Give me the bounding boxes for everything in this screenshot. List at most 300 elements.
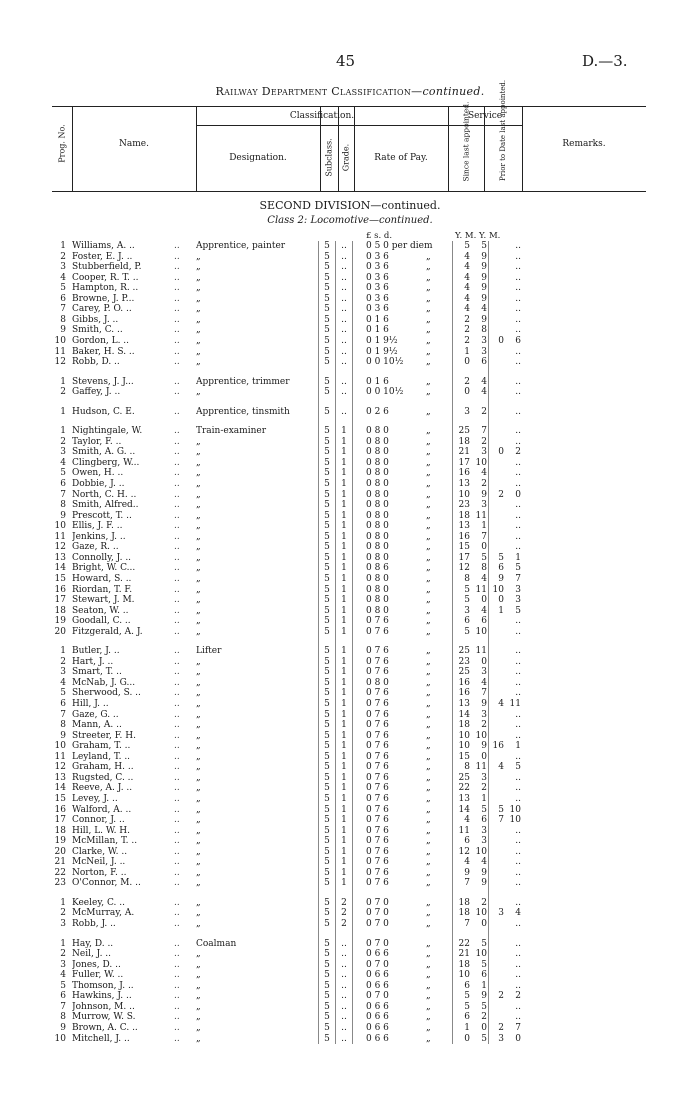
since-years: 4 xyxy=(464,293,470,304)
leader-dots: .. xyxy=(174,867,180,878)
rate-of-pay: 0 6 6 xyxy=(366,1001,389,1012)
leader-dots: .. xyxy=(174,970,180,981)
rate-of-pay: 0 7 6 xyxy=(366,804,389,815)
header-classification: Classification. xyxy=(289,111,355,121)
leader-dots: .. xyxy=(174,938,180,949)
rate-of-pay: 0 3 6 xyxy=(366,283,389,294)
document-code: D.—3. xyxy=(582,52,628,70)
prog-no: 4 xyxy=(60,457,66,468)
leader-dots: .. xyxy=(174,908,180,919)
table-row xyxy=(0,606,700,617)
prior-months: .. xyxy=(515,510,521,521)
prog-no: 2 xyxy=(60,251,66,262)
designation: „ xyxy=(196,1012,201,1023)
prog-no: 18 xyxy=(54,825,66,836)
name: Hampton, R. .. xyxy=(72,283,139,294)
since-years: 23 xyxy=(458,656,470,667)
leader-dots: .. xyxy=(174,1033,180,1044)
leader-dots: .. xyxy=(174,878,180,889)
grade: 1 xyxy=(341,626,347,637)
rate-ditto: „ xyxy=(426,959,431,970)
grade: 1 xyxy=(341,479,347,489)
subclass: 5 xyxy=(324,468,330,479)
since-years: 4 xyxy=(464,815,470,826)
name: Seaton, W. .. xyxy=(72,605,129,616)
since-years: 10 xyxy=(458,741,470,752)
grade: .. xyxy=(341,959,347,970)
subclass: 5 xyxy=(324,272,330,283)
since-years: 16 xyxy=(458,688,470,699)
designation: Apprentice, painter xyxy=(196,241,286,251)
since-months: 3 xyxy=(481,346,487,357)
since-months: 5 xyxy=(481,241,487,251)
leader-dots: .. xyxy=(174,573,180,584)
table-row xyxy=(0,294,700,305)
designation: Apprentice, tinsmith xyxy=(196,406,290,417)
prior-years: 2 xyxy=(498,489,504,500)
since-months: 8 xyxy=(481,563,487,574)
since-months: 10 xyxy=(475,730,487,741)
since-years: 6 xyxy=(464,1012,470,1023)
since-years: 7 xyxy=(464,919,470,929)
rate-of-pay: 0 7 0 xyxy=(366,897,389,908)
subclass: 5 xyxy=(324,436,330,447)
table-row xyxy=(0,563,700,574)
designation: „ xyxy=(196,335,201,346)
rate-of-pay: 0 7 6 xyxy=(366,741,389,752)
designation: „ xyxy=(196,531,201,542)
prior-months: .. xyxy=(515,897,521,908)
prog-no: 3 xyxy=(60,919,66,929)
subclass: 5 xyxy=(324,699,330,709)
prior-months: .. xyxy=(515,1001,521,1012)
prog-no: 21 xyxy=(54,857,66,868)
since-months: 9 xyxy=(481,251,487,262)
rate-ditto: „ xyxy=(426,605,431,616)
header-name: Name. xyxy=(119,139,149,149)
designation: „ xyxy=(196,510,201,521)
name: Leyland, T. .. xyxy=(72,751,131,762)
since-years: 25 xyxy=(458,667,470,678)
prog-no: 18 xyxy=(54,605,66,616)
rate-ditto: „ xyxy=(426,387,431,398)
since-years: 12 xyxy=(458,563,470,574)
subclass: 5 xyxy=(324,563,330,574)
since-years: 8 xyxy=(464,573,470,584)
prog-no: 13 xyxy=(54,552,66,563)
leader-dots: .. xyxy=(174,304,180,315)
since-months: 9 xyxy=(481,699,487,709)
leader-dots: .. xyxy=(174,357,180,368)
leader-dots: .. xyxy=(174,1001,180,1012)
prog-no: 11 xyxy=(54,751,66,762)
name: O'Connor, M. .. xyxy=(72,878,141,889)
subclass: 5 xyxy=(324,325,330,336)
since-years: 6 xyxy=(464,980,470,991)
prior-years: 5 xyxy=(498,552,504,563)
name: Cooper, R. T. .. xyxy=(72,272,139,283)
prog-no: 14 xyxy=(54,563,66,574)
since-months: 3 xyxy=(481,667,487,678)
subclass: 5 xyxy=(324,241,330,251)
rate-ditto: „ xyxy=(426,720,431,731)
rate-ditto: „ xyxy=(426,741,431,752)
grade: .. xyxy=(341,304,347,315)
prior-months: .. xyxy=(515,500,521,511)
header-remarks: Remarks. xyxy=(562,139,606,149)
name: Jenkins, J. .. xyxy=(72,531,126,542)
name: Neil, J. .. xyxy=(72,949,112,960)
rate-of-pay: 0 7 6 xyxy=(366,825,389,836)
leader-dots: .. xyxy=(174,325,180,336)
grade: .. xyxy=(341,346,347,357)
prog-no: 14 xyxy=(54,783,66,794)
name: Fitzgerald, A. J. xyxy=(72,626,143,637)
since-months: 11 xyxy=(475,762,487,773)
grade: 1 xyxy=(341,573,347,584)
prog-no: 9 xyxy=(60,510,66,521)
prior-years: 10 xyxy=(492,584,504,595)
name: Bright, W. C... xyxy=(72,563,136,574)
prior-months: .. xyxy=(515,314,521,325)
rate-of-pay: 0 8 0 xyxy=(366,677,389,688)
name: Graham, T. .. xyxy=(72,741,131,752)
rate-of-pay: 0 1 6 xyxy=(366,325,389,336)
prog-no: 12 xyxy=(54,357,66,368)
since-years: 4 xyxy=(464,304,470,315)
prog-no: 7 xyxy=(60,1001,66,1012)
leader-dots: .. xyxy=(174,468,180,479)
since-years: 2 xyxy=(464,314,470,325)
rate-ditto: „ xyxy=(426,542,431,553)
designation: „ xyxy=(196,867,201,878)
designation: „ xyxy=(196,1001,201,1012)
prog-no: 3 xyxy=(60,667,66,678)
rate-of-pay: 0 8 0 xyxy=(366,510,389,521)
since-months: 6 xyxy=(481,357,487,368)
rate-ditto: „ xyxy=(426,804,431,815)
rate-ditto: „ xyxy=(426,730,431,741)
prior-months: 0 xyxy=(515,1033,521,1044)
subclass: 5 xyxy=(324,970,330,981)
prog-no: 5 xyxy=(60,468,66,479)
since-years: 22 xyxy=(458,938,470,949)
rate-ditto: „ xyxy=(426,709,431,720)
rate-of-pay: 0 8 0 xyxy=(366,521,389,532)
rate-of-pay: 0 8 0 xyxy=(366,552,389,563)
prior-months: 7 xyxy=(515,573,521,584)
designation: „ xyxy=(196,846,201,857)
designation: Train-examiner xyxy=(196,426,266,437)
since-years: 6 xyxy=(464,836,470,847)
designation: „ xyxy=(196,980,201,991)
name: Fuller, W. .. xyxy=(72,970,124,981)
since-years: 17 xyxy=(458,457,470,468)
since-months: 9 xyxy=(481,314,487,325)
prior-months: 5 xyxy=(515,762,521,773)
rate-of-pay: 0 7 6 xyxy=(366,656,389,667)
since-months: 5 xyxy=(481,804,487,815)
rate-of-pay: 0 6 6 xyxy=(366,980,389,991)
subclass: 5 xyxy=(324,387,330,398)
grade: .. xyxy=(341,376,347,387)
prog-no: 5 xyxy=(60,688,66,699)
since-years: 3 xyxy=(464,605,470,616)
rate-of-pay: 0 8 0 xyxy=(366,573,389,584)
grade: .. xyxy=(341,406,347,417)
table-row xyxy=(0,1023,700,1034)
since-months: 0 xyxy=(481,595,487,606)
subclass: 5 xyxy=(324,1012,330,1023)
prior-years: 4 xyxy=(498,699,504,709)
column-rule xyxy=(488,241,489,1044)
table-row xyxy=(0,437,700,448)
subclass: 5 xyxy=(324,616,330,627)
leader-dots: .. xyxy=(174,677,180,688)
subclass: 5 xyxy=(324,595,330,606)
since-years: 15 xyxy=(458,751,470,762)
header-grade: Grade. xyxy=(341,143,351,172)
table-row xyxy=(0,521,700,532)
prog-no: 8 xyxy=(60,720,66,731)
designation: „ xyxy=(196,688,201,699)
leader-dots: .. xyxy=(174,804,180,815)
prior-months: .. xyxy=(515,959,521,970)
prior-months: .. xyxy=(515,426,521,437)
table-row xyxy=(0,836,700,847)
prog-no: 1 xyxy=(60,897,66,908)
since-months: 9 xyxy=(481,262,487,273)
name: Hart, J. .. xyxy=(72,656,114,667)
leader-dots: .. xyxy=(174,272,180,283)
subclass: 5 xyxy=(324,500,330,511)
rate-of-pay: 0 7 6 xyxy=(366,646,389,657)
grade: 1 xyxy=(341,867,347,878)
prog-no: 1 xyxy=(60,376,66,387)
since-months: 4 xyxy=(481,677,487,688)
name: Owen, H. .. xyxy=(72,468,124,479)
leader-dots: .. xyxy=(174,919,180,929)
subclass: 5 xyxy=(324,991,330,1002)
table-row xyxy=(0,585,700,596)
table-row xyxy=(0,241,700,252)
table-row xyxy=(0,826,700,837)
leader-dots: .. xyxy=(174,699,180,709)
rate-of-pay: 0 8 0 xyxy=(366,584,389,595)
since-years: 16 xyxy=(458,468,470,479)
designation: Lifter xyxy=(196,646,222,657)
rate-of-pay: 0 8 6 xyxy=(366,563,389,574)
name: Dobbie, J. .. xyxy=(72,479,125,489)
prior-months: .. xyxy=(515,387,521,398)
since-months: 10 xyxy=(475,949,487,960)
designation: „ xyxy=(196,283,201,294)
since-years: 0 xyxy=(464,357,470,368)
rate-ditto: „ xyxy=(426,667,431,678)
since-years: 10 xyxy=(458,730,470,741)
subclass: 5 xyxy=(324,667,330,678)
grade: 1 xyxy=(341,720,347,731)
rate-ditto: „ xyxy=(426,406,431,417)
since-months: 0 xyxy=(481,656,487,667)
rate-of-pay: 0 8 0 xyxy=(366,489,389,500)
subclass: 5 xyxy=(324,521,330,532)
rate-of-pay: 0 1 9½ xyxy=(366,335,398,346)
rate-of-pay: 0 5 0 per diem xyxy=(366,241,433,251)
leader-dots: .. xyxy=(174,793,180,804)
since-months: 2 xyxy=(481,436,487,447)
table-row xyxy=(0,991,700,1002)
prog-no: 5 xyxy=(60,980,66,991)
prior-months: .. xyxy=(515,783,521,794)
since-years: 14 xyxy=(458,804,470,815)
table-row xyxy=(0,447,700,458)
rate-ditto: „ xyxy=(426,793,431,804)
rate-of-pay: 0 7 6 xyxy=(366,667,389,678)
name: Connolly, J. .. xyxy=(72,552,132,563)
prog-no: 6 xyxy=(60,293,66,304)
leader-dots: .. xyxy=(174,251,180,262)
leader-dots: .. xyxy=(174,542,180,553)
subclass: 5 xyxy=(324,815,330,826)
table-row xyxy=(0,336,700,347)
grade: 1 xyxy=(341,510,347,521)
leader-dots: .. xyxy=(174,1012,180,1023)
subclass: 5 xyxy=(324,251,330,262)
designation: „ xyxy=(196,595,201,606)
designation: „ xyxy=(196,908,201,919)
rate-of-pay: 0 7 6 xyxy=(366,783,389,794)
since-years: 3 xyxy=(464,406,470,417)
rate-of-pay: 0 8 0 xyxy=(366,595,389,606)
grade: 1 xyxy=(341,783,347,794)
prior-months: .. xyxy=(515,357,521,368)
subclass: 5 xyxy=(324,846,330,857)
prog-no: 9 xyxy=(60,325,66,336)
grade: 1 xyxy=(341,426,347,437)
since-months: 10 xyxy=(475,846,487,857)
subclass: 5 xyxy=(324,762,330,773)
leader-dots: .. xyxy=(174,314,180,325)
prior-months: .. xyxy=(515,283,521,294)
prior-years: 3 xyxy=(498,908,504,919)
grade: 1 xyxy=(341,878,347,889)
leader-dots: .. xyxy=(174,262,180,273)
subclass: 5 xyxy=(324,293,330,304)
leader-dots: .. xyxy=(174,521,180,532)
since-months: 2 xyxy=(481,897,487,908)
prog-no: 10 xyxy=(54,521,66,532)
prog-no: 10 xyxy=(54,1033,66,1044)
since-months: 0 xyxy=(481,1022,487,1033)
prog-no: 1 xyxy=(60,406,66,417)
leader-dots: .. xyxy=(174,991,180,1002)
column-rule xyxy=(318,241,319,1044)
since-months: 11 xyxy=(475,510,487,521)
name: Clingberg, W... xyxy=(72,457,140,468)
prior-months: .. xyxy=(515,919,521,929)
division-heading: SECOND DIVISION—continued. xyxy=(259,199,441,212)
grade: 1 xyxy=(341,489,347,500)
prog-no: 17 xyxy=(54,815,66,826)
grade: 1 xyxy=(341,605,347,616)
designation: „ xyxy=(196,720,201,731)
since-years: 16 xyxy=(458,531,470,542)
since-months: 3 xyxy=(481,447,487,458)
grade: 1 xyxy=(341,457,347,468)
leader-dots: .. xyxy=(174,457,180,468)
table-row xyxy=(0,741,700,752)
grade: 1 xyxy=(341,730,347,741)
grade: .. xyxy=(341,251,347,262)
prior-years: 0 xyxy=(498,335,504,346)
table-row xyxy=(0,1012,700,1023)
column-rule xyxy=(335,241,336,1044)
leader-dots: .. xyxy=(174,531,180,542)
table-row xyxy=(0,678,700,689)
designation: „ xyxy=(196,552,201,563)
rate-ditto: „ xyxy=(426,563,431,574)
since-months: 10 xyxy=(475,457,487,468)
rate-ditto: „ xyxy=(426,531,431,542)
prior-months: .. xyxy=(515,406,521,417)
prior-months: .. xyxy=(515,346,521,357)
rate-ditto: „ xyxy=(426,919,431,929)
prior-months: .. xyxy=(515,436,521,447)
designation: „ xyxy=(196,897,201,908)
prior-months: .. xyxy=(515,970,521,981)
title-continued: continued. xyxy=(422,85,485,98)
table-row xyxy=(0,960,700,971)
grade: 1 xyxy=(341,552,347,563)
name: Walford, A. .. xyxy=(72,804,132,815)
prior-months: .. xyxy=(515,825,521,836)
name: Gaze, R. .. xyxy=(72,542,119,553)
prior-months: .. xyxy=(515,878,521,889)
leader-dots: .. xyxy=(174,688,180,699)
since-years: 4 xyxy=(464,251,470,262)
table-row xyxy=(0,908,700,919)
subclass: 5 xyxy=(324,1001,330,1012)
name: Mitchell, J. .. xyxy=(72,1033,130,1044)
grade: .. xyxy=(341,283,347,294)
rate-of-pay: 0 8 0 xyxy=(366,468,389,479)
table-row xyxy=(0,262,700,273)
grade: 1 xyxy=(341,563,347,574)
designation: „ xyxy=(196,262,201,273)
grade: 1 xyxy=(341,447,347,458)
designation: „ xyxy=(196,521,201,532)
designation: „ xyxy=(196,919,201,929)
subclass: 5 xyxy=(324,656,330,667)
table-row xyxy=(0,500,700,511)
subclass: 5 xyxy=(324,489,330,500)
grade: .. xyxy=(341,314,347,325)
leader-dots: .. xyxy=(174,825,180,836)
table-row xyxy=(0,490,700,501)
table-row xyxy=(0,347,700,358)
name: Thomson, J. .. xyxy=(72,980,134,991)
prior-months: .. xyxy=(515,772,521,783)
name: Reeve, A. J. .. xyxy=(72,783,133,794)
rate-of-pay: 0 7 6 xyxy=(366,751,389,762)
designation: „ xyxy=(196,783,201,794)
designation: „ xyxy=(196,878,201,889)
rate-of-pay: 0 6 6 xyxy=(366,1033,389,1044)
rate-ditto: „ xyxy=(426,656,431,667)
leader-dots: .. xyxy=(174,762,180,773)
rate-ditto: „ xyxy=(426,314,431,325)
